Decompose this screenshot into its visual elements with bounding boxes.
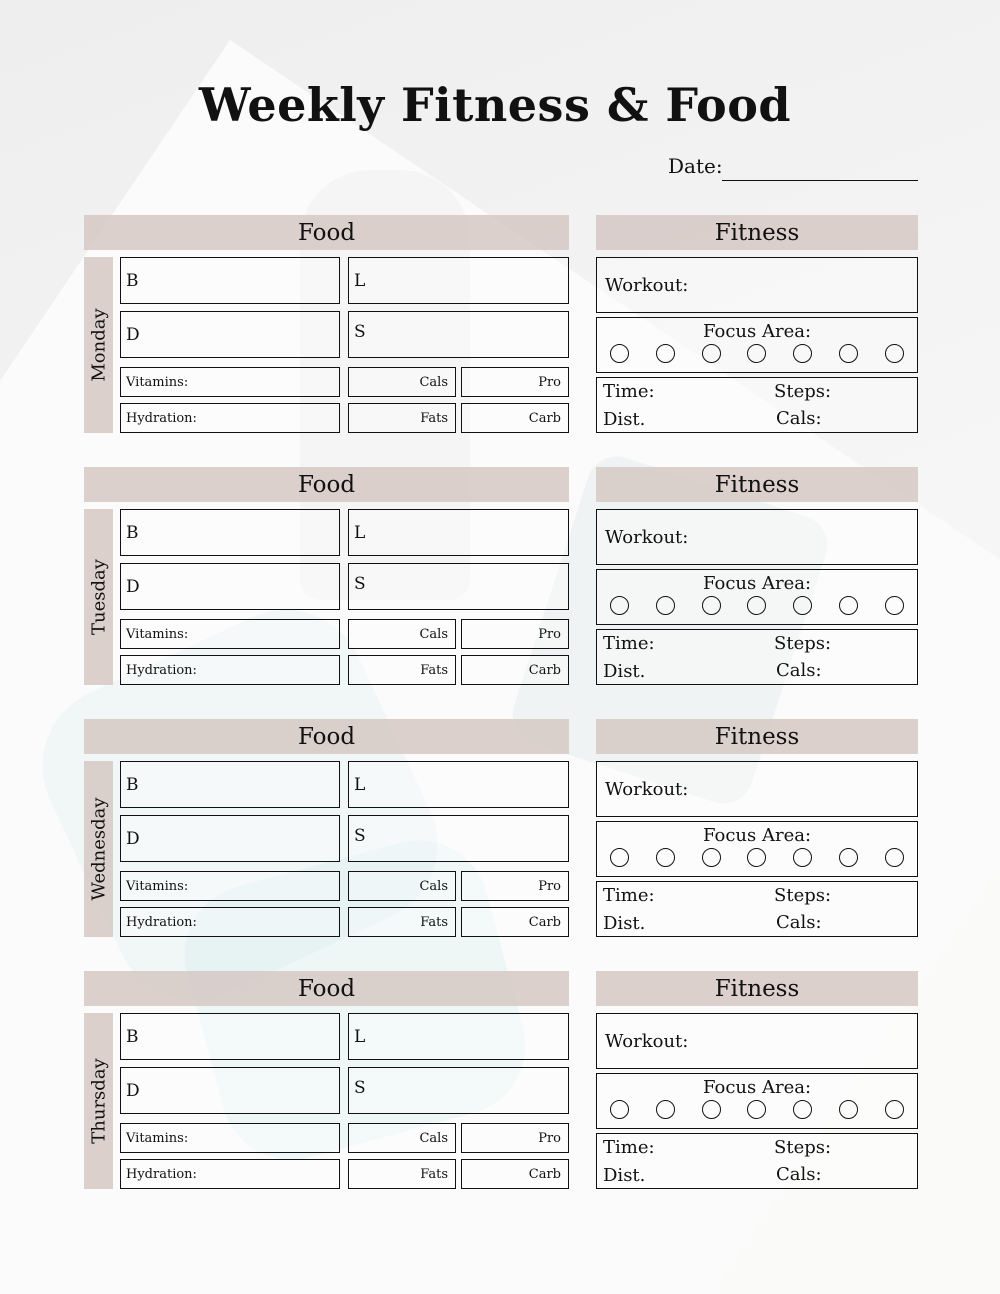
focus-circle-icon[interactable]	[656, 848, 675, 867]
fats-label: Fats	[420, 663, 448, 678]
dinner-box[interactable]	[120, 815, 340, 862]
day-name: Wednesday	[88, 797, 109, 901]
focus-area-circles	[610, 848, 904, 867]
fitness-header: Fitness	[596, 719, 918, 754]
fats-field[interactable]	[348, 1159, 456, 1189]
focus-area-label: Focus Area:	[702, 573, 812, 594]
breakfast-label: B	[126, 775, 139, 795]
carb-field[interactable]	[461, 907, 569, 937]
dist-label: Dist.	[603, 913, 646, 934]
stats-box[interactable]	[596, 377, 918, 433]
cals-label: Cals	[419, 1131, 448, 1146]
food-header: Food	[84, 719, 569, 754]
dist-label: Dist.	[603, 661, 646, 682]
focus-circle-icon[interactable]	[702, 1100, 721, 1119]
focus-circle-icon[interactable]	[793, 848, 812, 867]
focus-area-circles	[610, 344, 904, 363]
focus-circle-icon[interactable]	[885, 596, 904, 615]
workout-field[interactable]	[596, 257, 918, 313]
cals-field[interactable]	[348, 619, 456, 649]
carb-label: Carb	[528, 1167, 561, 1182]
focus-circle-icon[interactable]	[839, 1100, 858, 1119]
protein-field[interactable]	[461, 619, 569, 649]
hydration-field[interactable]	[120, 1159, 340, 1189]
focus-circle-icon[interactable]	[747, 1100, 766, 1119]
fats-label: Fats	[420, 411, 448, 426]
focus-circle-icon[interactable]	[839, 848, 858, 867]
dinner-label: D	[126, 577, 140, 597]
focus-area-box	[596, 317, 918, 373]
vitamins-label: Vitamins:	[126, 1131, 189, 1146]
pro-label: Pro	[538, 1131, 561, 1146]
hydration-label: Hydration:	[126, 663, 197, 678]
vitamins-label: Vitamins:	[126, 879, 189, 894]
cals-label: Cals	[419, 627, 448, 642]
focus-circle-icon[interactable]	[793, 1100, 812, 1119]
fitness-header: Fitness	[596, 215, 918, 250]
snack-box[interactable]	[348, 311, 569, 358]
steps-label: Steps:	[774, 1137, 832, 1158]
day-section-tuesday	[0, 467, 1000, 687]
cals-label: Cals	[419, 879, 448, 894]
hydration-field[interactable]	[120, 403, 340, 433]
vitamins-label: Vitamins:	[126, 375, 189, 390]
focus-circle-icon[interactable]	[793, 596, 812, 615]
cals-stat-label: Cals:	[776, 1164, 822, 1185]
focus-circle-icon[interactable]	[656, 344, 675, 363]
day-name: Monday	[88, 308, 109, 382]
hydration-label: Hydration:	[126, 411, 197, 426]
focus-circle-icon[interactable]	[656, 596, 675, 615]
workout-field[interactable]	[596, 1013, 918, 1069]
vitamins-field[interactable]	[120, 367, 340, 397]
vitamins-field[interactable]	[120, 1123, 340, 1153]
pro-label: Pro	[538, 375, 561, 390]
day-name: Thursday	[88, 1058, 109, 1144]
focus-area-label: Focus Area:	[702, 1077, 812, 1098]
workout-field[interactable]	[596, 761, 918, 817]
lunch-label: L	[354, 523, 366, 543]
cals-stat-label: Cals:	[776, 408, 822, 429]
focus-area-box	[596, 821, 918, 877]
day-label	[84, 1013, 113, 1189]
cals-field[interactable]	[348, 1123, 456, 1153]
dinner-box[interactable]	[120, 311, 340, 358]
workout-label: Workout:	[605, 527, 689, 548]
hydration-field[interactable]	[120, 655, 340, 685]
hydration-label: Hydration:	[126, 915, 197, 930]
dist-label: Dist.	[603, 409, 646, 430]
snack-box[interactable]	[348, 1067, 569, 1114]
focus-circle-icon[interactable]	[885, 344, 904, 363]
protein-field[interactable]	[461, 367, 569, 397]
vitamins-field[interactable]	[120, 871, 340, 901]
focus-circle-icon[interactable]	[885, 848, 904, 867]
dinner-label: D	[126, 325, 140, 345]
lunch-label: L	[354, 1027, 366, 1047]
lunch-label: L	[354, 271, 366, 291]
date-label: Date:	[668, 154, 723, 178]
cals-stat-label: Cals:	[776, 912, 822, 933]
protein-field[interactable]	[461, 871, 569, 901]
snack-label: S	[354, 1078, 366, 1098]
breakfast-box[interactable]	[120, 509, 340, 556]
food-header: Food	[84, 971, 569, 1006]
time-label: Time:	[603, 885, 655, 906]
cals-stat-label: Cals:	[776, 660, 822, 681]
day-label	[84, 761, 113, 937]
steps-label: Steps:	[774, 381, 832, 402]
cals-label: Cals	[419, 375, 448, 390]
carb-field[interactable]	[461, 1159, 569, 1189]
day-name: Tuesday	[88, 559, 109, 635]
fats-label: Fats	[420, 915, 448, 930]
food-header: Food	[84, 467, 569, 502]
workout-field[interactable]	[596, 509, 918, 565]
food-header: Food	[84, 215, 569, 250]
page-title: Weekly Fitness & Food	[198, 78, 792, 132]
fitness-header: Fitness	[596, 467, 918, 502]
focus-circle-icon[interactable]	[839, 596, 858, 615]
day-section-thursday	[0, 971, 1000, 1191]
focus-circle-icon[interactable]	[793, 344, 812, 363]
breakfast-box[interactable]	[120, 257, 340, 304]
time-label: Time:	[603, 381, 655, 402]
focus-area-label: Focus Area:	[702, 825, 812, 846]
vitamins-field[interactable]	[120, 619, 340, 649]
focus-circle-icon[interactable]	[656, 1100, 675, 1119]
focus-circle-icon[interactable]	[610, 1100, 629, 1119]
lunch-box[interactable]	[348, 257, 569, 304]
snack-box[interactable]	[348, 563, 569, 610]
fats-field[interactable]	[348, 655, 456, 685]
focus-circle-icon[interactable]	[702, 596, 721, 615]
day-section-wednesday	[0, 719, 1000, 939]
focus-circle-icon[interactable]	[610, 344, 629, 363]
focus-area-box	[596, 569, 918, 625]
focus-circle-icon[interactable]	[747, 344, 766, 363]
focus-circle-icon[interactable]	[702, 848, 721, 867]
workout-label: Workout:	[605, 779, 689, 800]
carb-label: Carb	[528, 915, 561, 930]
day-section-monday	[0, 215, 1000, 435]
focus-circle-icon[interactable]	[702, 344, 721, 363]
fats-field[interactable]	[348, 907, 456, 937]
dinner-box[interactable]	[120, 563, 340, 610]
focus-circle-icon[interactable]	[610, 596, 629, 615]
workout-label: Workout:	[605, 275, 689, 296]
lunch-box[interactable]	[348, 509, 569, 556]
lunch-box[interactable]	[348, 1013, 569, 1060]
dinner-label: D	[126, 1081, 140, 1101]
stats-box[interactable]	[596, 881, 918, 937]
breakfast-label: B	[126, 271, 139, 291]
protein-field[interactable]	[461, 1123, 569, 1153]
focus-circle-icon[interactable]	[885, 1100, 904, 1119]
focus-area-box	[596, 1073, 918, 1129]
dinner-label: D	[126, 829, 140, 849]
date-line[interactable]	[722, 180, 918, 181]
snack-label: S	[354, 574, 366, 594]
vitamins-label: Vitamins:	[126, 627, 189, 642]
fitness-header: Fitness	[596, 971, 918, 1006]
steps-label: Steps:	[774, 885, 832, 906]
date-field[interactable]	[668, 154, 920, 184]
steps-label: Steps:	[774, 633, 832, 654]
focus-area-circles	[610, 1100, 904, 1119]
breakfast-label: B	[126, 523, 139, 543]
time-label: Time:	[603, 633, 655, 654]
cals-field[interactable]	[348, 871, 456, 901]
breakfast-box[interactable]	[120, 761, 340, 808]
cals-field[interactable]	[348, 367, 456, 397]
day-label	[84, 257, 113, 433]
snack-box[interactable]	[348, 815, 569, 862]
hydration-label: Hydration:	[126, 1167, 197, 1182]
day-label	[84, 509, 113, 685]
carb-field[interactable]	[461, 655, 569, 685]
carb-label: Carb	[528, 663, 561, 678]
snack-label: S	[354, 322, 366, 342]
breakfast-box[interactable]	[120, 1013, 340, 1060]
focus-circle-icon[interactable]	[839, 344, 858, 363]
hydration-field[interactable]	[120, 907, 340, 937]
focus-circle-icon[interactable]	[747, 596, 766, 615]
pro-label: Pro	[538, 627, 561, 642]
carb-label: Carb	[528, 411, 561, 426]
dinner-box[interactable]	[120, 1067, 340, 1114]
fats-field[interactable]	[348, 403, 456, 433]
focus-area-label: Focus Area:	[702, 321, 812, 342]
breakfast-label: B	[126, 1027, 139, 1047]
stats-box[interactable]	[596, 1133, 918, 1189]
snack-label: S	[354, 826, 366, 846]
focus-circle-icon[interactable]	[610, 848, 629, 867]
workout-label: Workout:	[605, 1031, 689, 1052]
fats-label: Fats	[420, 1167, 448, 1182]
focus-circle-icon[interactable]	[747, 848, 766, 867]
dist-label: Dist.	[603, 1165, 646, 1186]
focus-area-circles	[610, 596, 904, 615]
carb-field[interactable]	[461, 403, 569, 433]
pro-label: Pro	[538, 879, 561, 894]
lunch-box[interactable]	[348, 761, 569, 808]
time-label: Time:	[603, 1137, 655, 1158]
lunch-label: L	[354, 775, 366, 795]
stats-box[interactable]	[596, 629, 918, 685]
